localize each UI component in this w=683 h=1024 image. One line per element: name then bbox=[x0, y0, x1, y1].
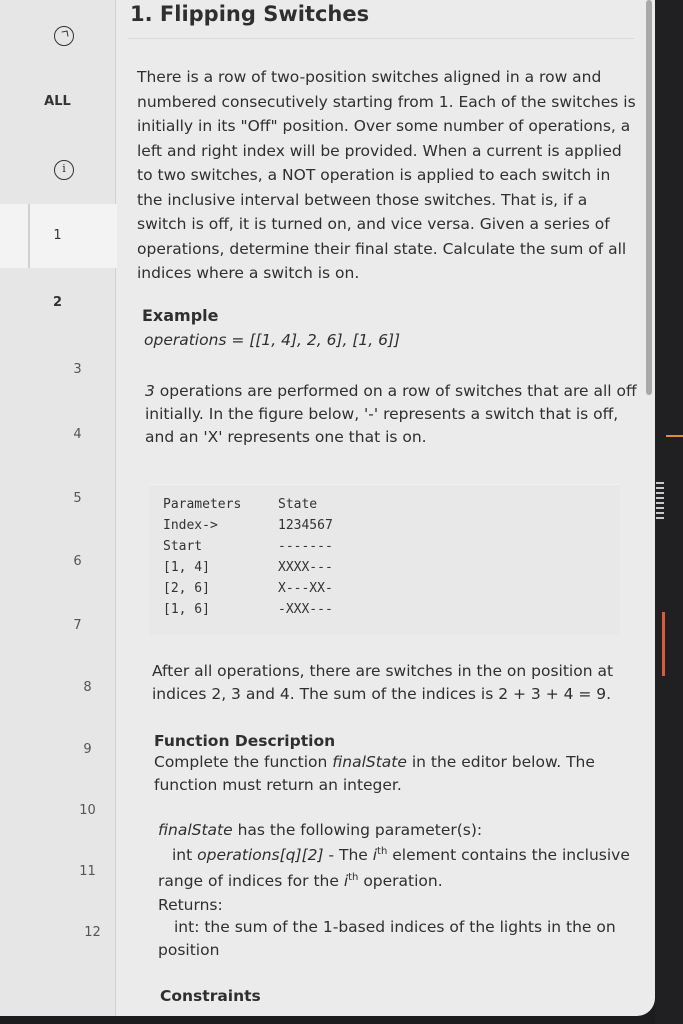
table-row-param: Start bbox=[163, 539, 203, 554]
parameter-operations-cont: range of indices for the $i^{th}$ operation. bbox=[158, 872, 443, 891]
table-row-param: [2, 6] bbox=[163, 581, 210, 596]
title-divider bbox=[128, 38, 634, 39]
sidebar-item-7[interactable]: 7 bbox=[73, 618, 82, 633]
page-title: 1. Flipping Switches bbox=[130, 2, 370, 26]
table-header-parameters: Parameters bbox=[163, 497, 242, 512]
split-pane-handle[interactable] bbox=[656, 482, 664, 520]
table-row-state: X---XX- bbox=[278, 581, 333, 596]
editor-accent bbox=[666, 435, 683, 437]
table-row-state: 1234567 bbox=[278, 518, 333, 533]
sidebar-item-1[interactable]: 1 bbox=[0, 204, 117, 268]
function-name: finalState bbox=[332, 753, 407, 771]
parameter-operations: int operations[q][2] - The $i^{th}$ element contains the inclusive bbox=[172, 846, 630, 865]
example-description bbox=[145, 380, 645, 449]
sidebar-item-4[interactable]: 4 bbox=[73, 427, 82, 442]
returns-text: int: the sum of the 1-based indices of the lights in the on bbox=[174, 918, 616, 936]
example-table bbox=[150, 484, 620, 635]
info-icon[interactable]: i bbox=[54, 160, 74, 180]
sidebar-item-8[interactable]: 8 bbox=[83, 680, 92, 695]
active-indicator bbox=[28, 204, 30, 268]
table-row-param: [1, 4] bbox=[163, 560, 210, 575]
table-row-state: ------- bbox=[278, 539, 333, 554]
sidebar-item-2[interactable]: 2 bbox=[52, 295, 63, 310]
example-heading: Example bbox=[142, 306, 219, 325]
returns-heading: Returns: bbox=[158, 896, 223, 914]
problem-description: There is a row of two-position switches aligned in a row and numbered consecutively starting from 1. Each of the switches is initially in its "Off" position. Over some number of operations, a left and right index will be provided. When a current is applied to two switches, a NOT operation is applied to each switch in the inclusive interval between those switches. That is, if a switch is off, it is turned on, and vice versa. Given a series of operations, determine their final state. Calculate the sum of all indices where a switch is on. bbox=[137, 68, 636, 282]
scrollbar[interactable] bbox=[646, 0, 652, 395]
example-result: After all operations, there are switches in the on position at indices 2, 3 and 4. The sum of the indices is 2 + 3 + 4 = 9. bbox=[152, 662, 614, 703]
returns-text-cont: position bbox=[158, 941, 220, 959]
table-header-state: State bbox=[278, 497, 318, 512]
example-count: 3 bbox=[145, 382, 155, 400]
sidebar-item-5[interactable]: 5 bbox=[73, 491, 82, 506]
table-row-state: -XXX--- bbox=[278, 602, 333, 617]
table-row-state: XXXX--- bbox=[278, 560, 333, 575]
sidebar-item-9[interactable]: 9 bbox=[83, 742, 92, 757]
sidebar-item-all[interactable]: ALL bbox=[44, 94, 71, 109]
function-description-text: Complete the function finalState in the editor below. The function must return an integer. bbox=[154, 753, 595, 794]
table-row-param: [1, 6] bbox=[163, 602, 210, 617]
editor-accent-bar bbox=[662, 612, 665, 676]
clock-icon[interactable] bbox=[54, 26, 74, 46]
sidebar-item-6[interactable]: 6 bbox=[73, 554, 82, 569]
table-row-param: Index-> bbox=[163, 518, 218, 533]
example-operations: operations = [[1, 4], 2, 6], [1, 6]] bbox=[144, 331, 401, 349]
sidebar-item-10[interactable]: 10 bbox=[79, 803, 96, 818]
sidebar-item-12[interactable]: 12 bbox=[84, 925, 101, 940]
sidebar bbox=[0, 0, 116, 1016]
example-description-text: operations are performed on a row of switches that are all off initially. In the figure below, '-' represents a switch that is off, and an 'X' represents one that is on. bbox=[145, 382, 637, 446]
parameters-heading: finalState has the following parameter(s): bbox=[158, 821, 483, 839]
sidebar-item-3[interactable]: 3 bbox=[73, 362, 82, 377]
function-description-heading: Function Description bbox=[154, 732, 336, 750]
sidebar-item-11[interactable]: 11 bbox=[79, 864, 96, 879]
constraints-heading: Constraints bbox=[160, 987, 261, 1005]
